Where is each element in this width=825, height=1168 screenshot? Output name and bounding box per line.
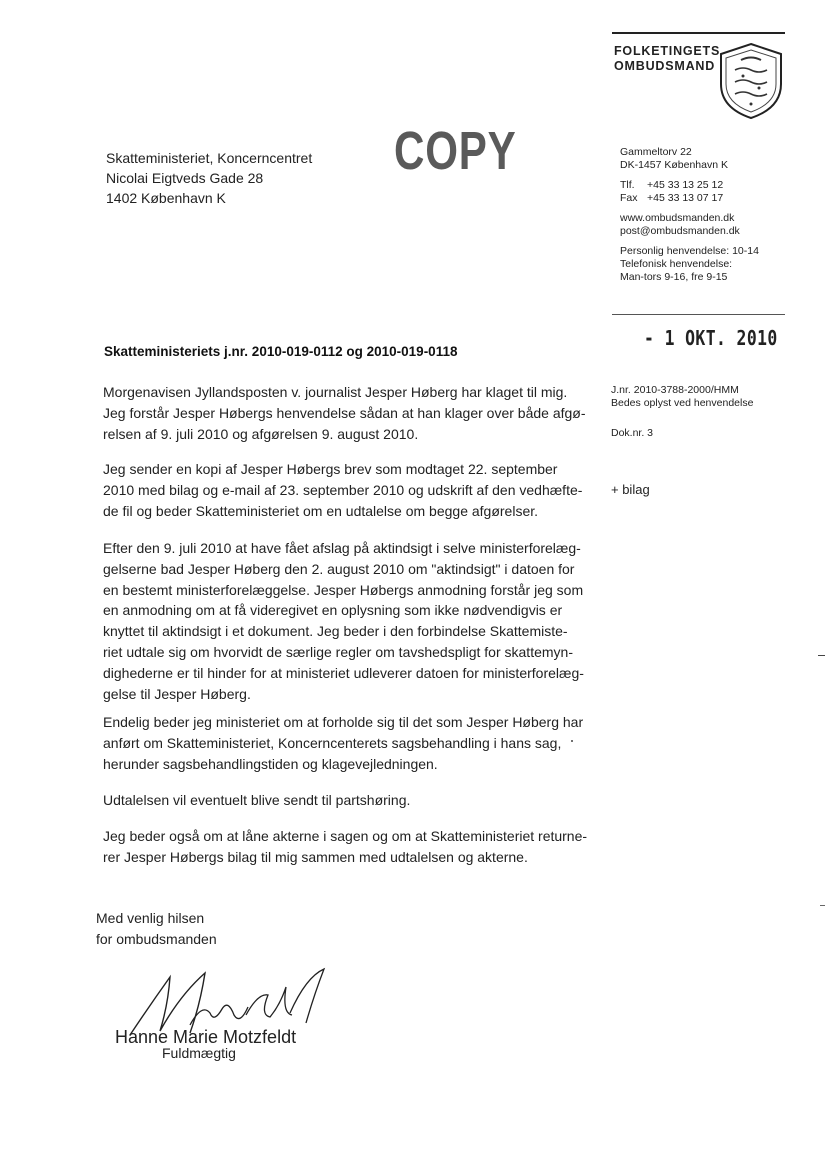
paragraph-4: [103, 712, 583, 774]
scan-mark: [820, 905, 825, 906]
paragraph-line: Efter den 9. juli 2010 at have fået afslag på aktindsigt i selve ministerforelæg-: [103, 540, 581, 556]
scan-mark: [818, 655, 825, 656]
reference-block: [611, 384, 753, 410]
recipient-line-2: Nicolai Eigtveds Gade 28: [106, 170, 264, 186]
paragraph-line: riet udtale sig om hvorvidt de særlige regler om tavshedspligt for skattemyn-: [103, 643, 573, 660]
contact-divider: [612, 314, 785, 315]
closing-line-2: for ombudsmanden: [96, 930, 217, 947]
paragraph-line: Jeg beder også om at låne akterne i sagen og om at Skatteministeriet returne-: [103, 828, 588, 844]
paragraph-2: [103, 459, 583, 521]
organization-line-2: OMBUDSMAND: [614, 59, 716, 73]
fax-label: Fax: [620, 192, 638, 204]
date-stamp: - 1 OKT. 2010: [644, 326, 778, 350]
scan-dot: [571, 740, 573, 742]
paragraph-6: [103, 826, 588, 868]
paragraph-line: herunder sagsbehandlingstiden og klagevejledningen.: [103, 755, 438, 772]
paragraph-line: Morgenavisen Jyllandsposten v. journalist Jesper Høberg har klaget til mig.: [103, 384, 568, 400]
signer-title: Fuldmægtig: [162, 1045, 236, 1061]
subject-line: Skatteministeriets j.nr. 2010-019-0112 og 2010-019-0118: [104, 344, 458, 359]
website: www.ombudsmanden.dk: [620, 212, 735, 224]
paragraph-line: de fil og beder Skatteministeriet om en udtalelse om begge afgørelser.: [103, 502, 539, 519]
paragraph-line: 2010 med bilag og e-mail af 23. september 2010 og udskrift af den vedhæfte-: [103, 481, 583, 498]
phone-hours-label: Telefonisk henvendelse:: [620, 258, 733, 270]
paragraph-1: [103, 382, 586, 444]
paragraph-line: gelse til Jesper Høberg.: [103, 685, 251, 702]
recipient-address: [106, 148, 312, 208]
contact-block: [620, 146, 759, 284]
paragraph-line: Jeg sender en kopi af Jesper Høbergs brev som modtaget 22. september: [103, 461, 558, 477]
paragraph-line: Udtalelsen vil eventuelt blive sendt til partshøring.: [103, 792, 411, 808]
organization-line-1: FOLKETINGETS: [614, 44, 721, 58]
closing-block: [96, 908, 217, 950]
email-address: post@ombudsmanden.dk: [620, 225, 740, 237]
closing-line-1: Med venlig hilsen: [96, 910, 205, 926]
paragraph-line: en anmodning om at få videregivet en oplysning som ikke nødvendigvis er: [103, 602, 563, 619]
paragraph-line: relsen af 9. juli 2010 og afgørelsen 9. august 2010.: [103, 425, 419, 442]
paragraph-line: knyttet til aktindsigt i et dokument. Jeg beder i den forbindelse Skattemiste-: [103, 623, 568, 640]
phone-label: Tlf.: [620, 179, 635, 191]
paragraph-line: gelserne bad Jesper Høberg den 2. august 2010 om "aktindsigt" i datoen for: [103, 560, 575, 577]
paragraph-5: [103, 790, 583, 811]
personal-hours: Personlig henvendelse: 10-14: [620, 245, 759, 257]
document-number: Dok.nr. 3: [611, 427, 654, 439]
fax-row: [620, 192, 759, 205]
folketinget-seal-icon: [713, 40, 789, 122]
copy-stamp: COPY: [394, 121, 517, 181]
fax-number: +45 33 13 07 17: [647, 192, 724, 204]
signer-name: Hanne Marie Motzfeldt: [115, 1027, 297, 1047]
journal-number: J.nr. 2010-3788-2000/HMM: [611, 384, 739, 396]
paragraph-line: anført om Skatteministeriet, Koncerncenterets sagsbehandling i hans sag,: [103, 734, 562, 751]
paragraph-line: Endelig beder jeg ministeriet om at forholde sig til det som Jesper Høberg har: [103, 714, 584, 730]
phone-hours: Man-tors 9-16, fre 9-15: [620, 271, 728, 283]
paragraph-3: [103, 538, 583, 704]
recipient-line-3: 1402 København K: [106, 190, 226, 206]
organization-name: [614, 44, 720, 74]
phone-number: +45 33 13 25 12: [647, 179, 724, 191]
paragraph-line: Jeg forstår Jesper Høbergs henvendelse sådan at han klager over både afgø-: [103, 404, 586, 421]
paragraph-line: dighederne er til hinder for at ministeriet udleverer datoen for ministerforelæg-: [103, 664, 584, 681]
paragraph-line: rer Jesper Høbergs bilag til mig sammen med udtalelsen og akterne.: [103, 848, 528, 865]
address-city: DK-1457 København K: [620, 159, 728, 171]
header-rule: [612, 32, 785, 34]
enclosure-note: + bilag: [611, 482, 650, 497]
address-street: Gammeltorv 22: [620, 146, 692, 158]
recipient-line-1: Skatteministeriet, Koncerncentret: [106, 150, 313, 166]
paragraph-line: en bestemt ministerforelæggelse. Jesper Høbergs anmodning forstår jeg som: [103, 581, 584, 598]
phone-row: [620, 179, 759, 192]
reference-note: Bedes oplyst ved henvendelse: [611, 397, 754, 409]
